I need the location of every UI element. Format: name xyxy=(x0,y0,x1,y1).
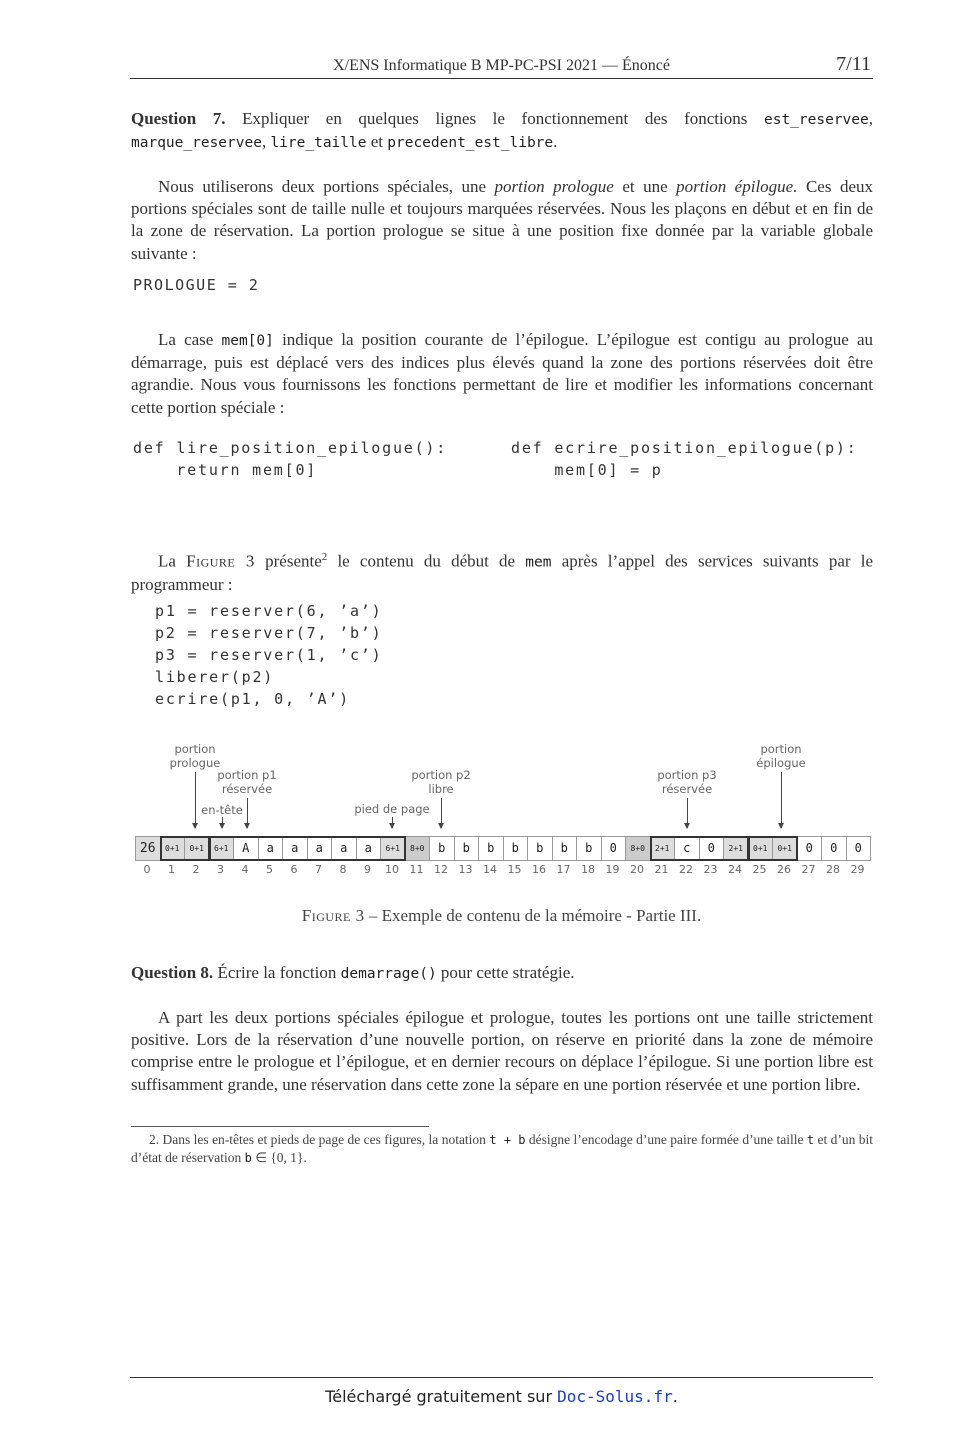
memory-index-13: 13 xyxy=(458,863,473,876)
page-footer xyxy=(130,1387,873,1406)
figure-ref: Figure 3 xyxy=(186,551,255,571)
text: désigne l’encodage d’une paire formée d’une taille xyxy=(528,1132,804,1147)
arrow-p1 xyxy=(247,798,248,828)
memory-index-8: 8 xyxy=(339,863,347,876)
memory-index-28: 28 xyxy=(826,863,840,876)
footnote-ref: 2 xyxy=(321,551,328,563)
footnote-number: 2. xyxy=(149,1132,160,1147)
memory-index-4: 4 xyxy=(241,863,249,876)
code-mem0: mem[0] xyxy=(221,333,274,349)
memory-index-22: 22 xyxy=(679,863,693,876)
caption-label: Figure 3 xyxy=(301,906,365,925)
caption-text: – Exemple de contenu de la mémoire - Partie III. xyxy=(368,906,702,925)
arrow-pied-de-page xyxy=(392,817,393,828)
label-portion-prologue: portion prologue xyxy=(169,742,221,770)
code-demarrage: demarrage() xyxy=(340,966,437,982)
memory-cell-20: 8+0 xyxy=(625,836,651,861)
paragraph-prologue-epilogue xyxy=(131,176,873,265)
memory-index-12: 12 xyxy=(434,863,448,876)
code-lire-taille: lire_taille xyxy=(270,135,367,152)
footer-end: . xyxy=(672,1387,678,1406)
label-portion-p2: portion p2 libre xyxy=(411,768,471,796)
text: le contenu du début de xyxy=(337,551,516,571)
memory-cell-2: 0+1 xyxy=(184,836,210,861)
text: ∈ {0, 1}. xyxy=(255,1150,307,1165)
memory-cell-11: 8+0 xyxy=(405,836,431,861)
memory-index-26: 26 xyxy=(777,863,791,876)
memory-cell-21: 2+1 xyxy=(650,836,676,861)
arrow-en-tete xyxy=(222,817,223,828)
text: présente xyxy=(265,551,322,571)
text: après l’appel des services suivants par le programmeur : xyxy=(131,551,873,594)
code-precedent-est-libre: precedent_est_libre xyxy=(387,135,554,152)
text: Nous utiliserons deux portions spéciales, une xyxy=(158,177,487,196)
memory-cell-23: 0 xyxy=(699,836,725,861)
memory-cell-8: a xyxy=(331,836,357,861)
arrow-prologue xyxy=(195,772,196,828)
memory-index-18: 18 xyxy=(581,863,595,876)
text: pour cette stratégie. xyxy=(440,963,575,982)
page-number: 7/11 xyxy=(836,53,871,75)
memory-index-6: 6 xyxy=(290,863,298,876)
paragraph-epilogue-position xyxy=(131,329,873,419)
memory-cell-16: b xyxy=(527,836,553,861)
label-pied-de-page: pied de page xyxy=(354,802,430,816)
memory-cell-6: a xyxy=(282,836,308,861)
memory-cell-19: 0 xyxy=(601,836,627,861)
memory-index-16: 16 xyxy=(532,863,546,876)
question-7-label: Question 7. xyxy=(131,109,226,128)
memory-index-5: 5 xyxy=(266,863,273,876)
memory-index-0: 0 xyxy=(143,863,151,876)
memory-cell-0: 26 xyxy=(135,836,161,861)
header-title: X/ENS Informatique B MP-PC-PSI 2021 — Énoncé xyxy=(333,57,670,74)
memory-cell-18: b xyxy=(576,836,602,861)
memory-cell-29: 0 xyxy=(846,836,872,861)
question-7-text: Expliquer en quelques lignes le fonctionnement des fonctions xyxy=(242,109,748,128)
memory-cell-15: b xyxy=(503,836,529,861)
memory-cell-12: b xyxy=(429,836,455,861)
paragraph-reservation: A part les deux portions spéciales épilogue et prologue, toutes les portions ont une taille strictement positive. Lors de la réservation d’une nouvelle portion, on réserve en priorité dans la zone de mémoire comprise entre le prologue et l’épilogue, et en dernier recours on déplace l’épilogue. Si une portion libre est suffisamment grande, une réservation dans cette zone la sépare en une portion réservée et une portion libre. xyxy=(131,1008,873,1094)
arrow-p3 xyxy=(687,798,688,828)
question-8 xyxy=(131,962,873,985)
text: et une xyxy=(622,177,668,196)
footer-rule xyxy=(130,1377,873,1378)
code-t-plus-b: t + b xyxy=(489,1133,526,1147)
memory-cell-7: a xyxy=(307,836,333,861)
arrow-epilogue xyxy=(781,772,782,828)
label-portion-epilogue: portion épilogue xyxy=(756,742,806,770)
question-8-label: Question 8. xyxy=(131,963,214,982)
memory-cell-25: 0+1 xyxy=(748,836,774,861)
memory-index-2: 2 xyxy=(192,863,200,876)
footnote-2 xyxy=(131,1131,873,1167)
label-portion-p1: portion p1 réservée xyxy=(217,768,277,796)
memory-index-17: 17 xyxy=(556,863,571,876)
code-calls: p1 = reserver(6, ’a’) p2 = reserver(7, ’b’) p3 = reserver(1, ’c’) liberer(p2) ecrire(p1, 0, ’A’) xyxy=(155,602,383,708)
memory-index-24: 24 xyxy=(728,863,742,876)
text: Dans les en-têtes et pieds de page de ces figures, la notation xyxy=(162,1132,486,1147)
memory-index-29: 29 xyxy=(850,863,865,876)
memory-cell-9: a xyxy=(356,836,382,861)
memory-index-15: 15 xyxy=(507,863,522,876)
text: La xyxy=(158,551,176,571)
memory-index-23: 23 xyxy=(703,863,718,876)
code-est-reservee: est_reservee xyxy=(763,112,869,128)
memory-cell-22: c xyxy=(674,836,700,861)
arrow-p2 xyxy=(441,798,442,828)
memory-index-25: 25 xyxy=(752,863,767,876)
code-t: t xyxy=(806,1133,815,1147)
memory-index-27: 27 xyxy=(801,863,816,876)
memory-index-21: 21 xyxy=(654,863,669,876)
code-prologue: PROLOGUE = 2 xyxy=(133,276,260,294)
footer-link[interactable]: Doc-Solus.fr xyxy=(557,1387,673,1406)
label-en-tete: en-tête xyxy=(201,803,243,817)
memory-cell-17: b xyxy=(552,836,578,861)
sep: , xyxy=(868,109,873,128)
code-b: b xyxy=(244,1151,252,1165)
paragraph-figure-intro xyxy=(131,546,873,596)
text: et d’un bit d’état de réservation xyxy=(131,1132,874,1165)
memory-index-11: 11 xyxy=(409,863,424,876)
memory-cell-13: b xyxy=(454,836,480,861)
memory-cell-24: 2+1 xyxy=(723,836,749,861)
text: indique la position courante de l’épilogue. L’épilogue est contigu au prologue au démarrage, puis est déplacé vers des indices plus élevés quand la zone des portions réservées doit être agrandie. Nous vous fournissons les fonctions permettant de lire et modifier les informations concernant cette portion spéciale : xyxy=(131,330,874,417)
question-7 xyxy=(131,108,873,154)
memory-index-3: 3 xyxy=(217,863,224,876)
figure-caption xyxy=(130,906,873,926)
memory-index-9: 9 xyxy=(364,863,371,876)
footer-text: Téléchargé gratuitement sur xyxy=(325,1387,553,1406)
memory-index-1: 1 xyxy=(168,863,175,876)
sep: , xyxy=(261,132,267,152)
emphasis-epilogue: portion épilogue. xyxy=(676,177,798,196)
word-et: et xyxy=(370,132,384,152)
memory-cell-26: 0+1 xyxy=(772,836,798,861)
memory-cell-3: 6+1 xyxy=(209,836,235,861)
memory-index-14: 14 xyxy=(483,863,497,876)
memory-cell-27: 0 xyxy=(797,836,823,861)
memory-cell-14: b xyxy=(478,836,504,861)
label-portion-p3: portion p3 réservée xyxy=(657,768,717,796)
code-mem: mem xyxy=(525,554,552,571)
memory-cell-4: A xyxy=(233,836,259,861)
page-header xyxy=(130,52,873,79)
text: La case xyxy=(158,330,214,349)
code-lire-position-epilogue: def lire_position_epilogue(): return mem[0] xyxy=(133,439,448,479)
sep: . xyxy=(553,132,558,152)
code-ecrire-position-epilogue: def ecrire_position_epilogue(p): mem[0] = p xyxy=(511,439,858,479)
memory-index-19: 19 xyxy=(605,863,620,876)
footnote-rule xyxy=(131,1126,429,1127)
code-marque-reservee: marque_reservee xyxy=(131,135,262,152)
memory-index-7: 7 xyxy=(315,863,322,876)
memory-cell-10: 6+1 xyxy=(380,836,406,861)
emphasis-prologue: portion prologue xyxy=(494,177,614,196)
memory-cell-1: 0+1 xyxy=(160,836,186,861)
memory-index-10: 10 xyxy=(385,863,399,876)
text: Écrire la fonction xyxy=(217,963,337,982)
text: Ces deux portions spéciales sont de taille nulle et toujours marquées réservées. Nous les plaçons en début et en fin de la zone de réservation. La portion prologue se situe à une position fixe donnée par la variable globale suivante : xyxy=(131,177,873,263)
memory-cell-28: 0 xyxy=(821,836,847,861)
memory-index-20: 20 xyxy=(630,863,644,876)
memory-cell-5: a xyxy=(258,836,284,861)
